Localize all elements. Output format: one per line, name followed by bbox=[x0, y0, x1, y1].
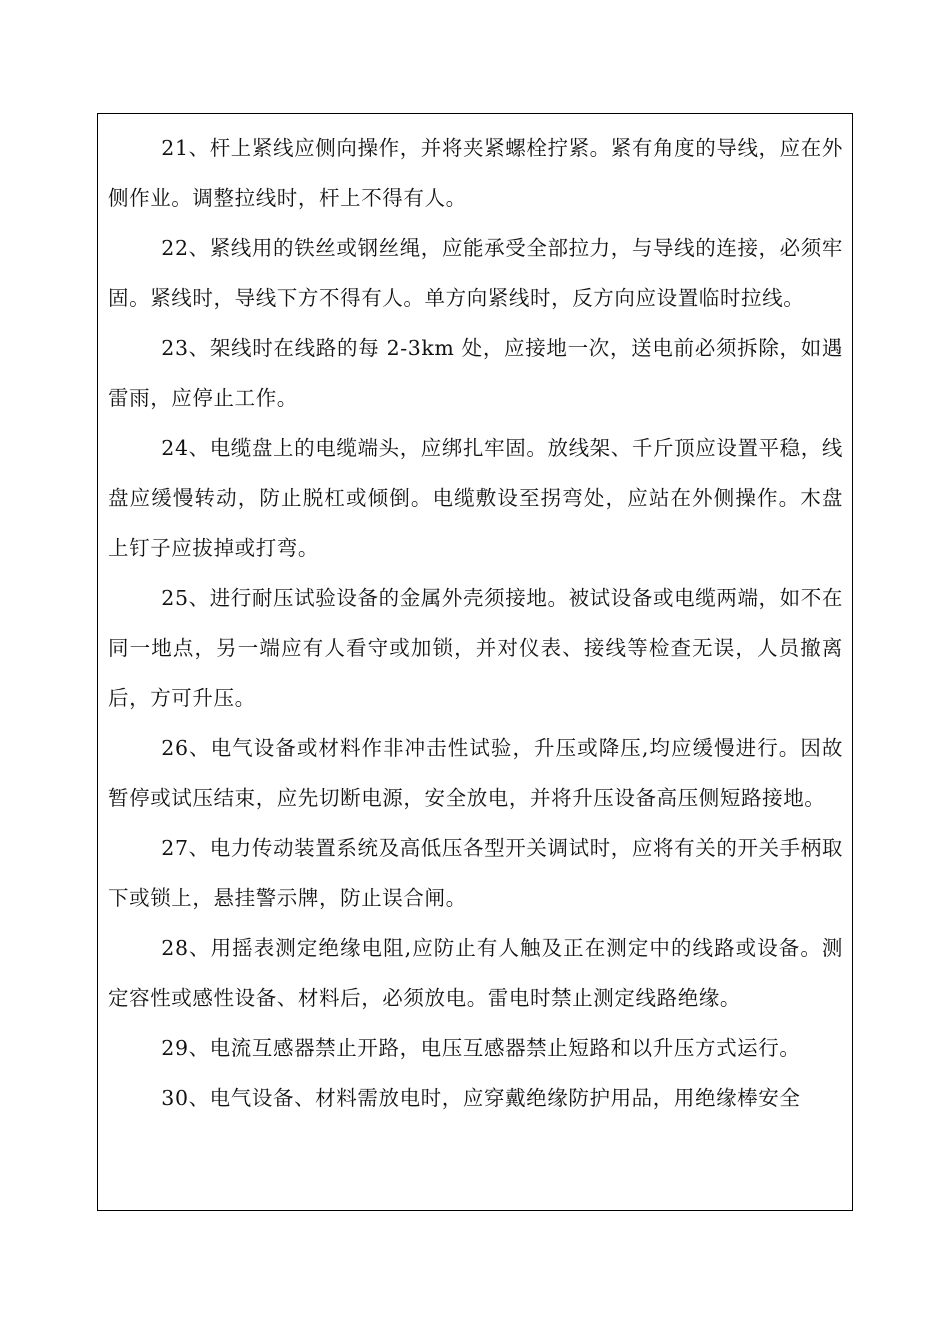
paragraph-22: 22、紧线用的铁丝或钢丝绳，应能承受全部拉力，与导线的连接，必须牢固。紧线时，导线下方不得有人。单方向紧线时，反方向应设置临时拉线。 bbox=[108, 236, 843, 310]
document-table-cell bbox=[97, 113, 853, 1211]
paragraph-24: 24、电缆盘上的电缆端头，应绑扎牢固。放线架、千斤顶应设置平稳，线盘应缓慢转动，防止脱杠或倾倒。电缆敷设至拐弯处，应站在外侧操作。木盘上钉子应拔掉或打弯。 bbox=[108, 436, 843, 560]
paragraph-26: 26、电气设备或材料作非冲击性试验，升压或降压,均应缓慢进行。因故暂停或试压结束，应先切断电源，安全放电，并将升压设备高压侧短路接地。 bbox=[108, 736, 843, 810]
paragraph-23: 23、架线时在线路的每 2-3km 处，应接地一次，送电前必须拆除，如遇雷雨，应停止工作。 bbox=[108, 336, 843, 410]
document-body bbox=[98, 114, 852, 1123]
paragraph-29: 29、电流互感器禁止开路，电压互感器禁止短路和以升压方式运行。 bbox=[161, 1036, 801, 1060]
paragraph-27: 27、电力传动装置系统及高低压各型开关调试时，应将有关的开关手柄取下或锁上，悬挂警示牌，防止误合闸。 bbox=[108, 836, 843, 910]
paragraph-30: 30、电气设备、材料需放电时，应穿戴绝缘防护用品，用绝缘棒安全 bbox=[161, 1086, 801, 1110]
paragraph-28: 28、用摇表测定绝缘电阻,应防止有人触及正在测定中的线路或设备。测定容性或感性设备、材料后，必须放电。雷电时禁止测定线路绝缘。 bbox=[108, 936, 843, 1010]
paragraph-25: 25、进行耐压试验设备的金属外壳须接地。被试设备或电缆两端，如不在同一地点，另一端应有人看守或加锁，并对仪表、接线等检查无误，人员撤离后，方可升压。 bbox=[108, 586, 843, 710]
paragraph-21: 21、杆上紧线应侧向操作，并将夹紧螺栓拧紧。紧有角度的导线，应在外侧作业。调整拉线时，杆上不得有人。 bbox=[108, 136, 843, 210]
